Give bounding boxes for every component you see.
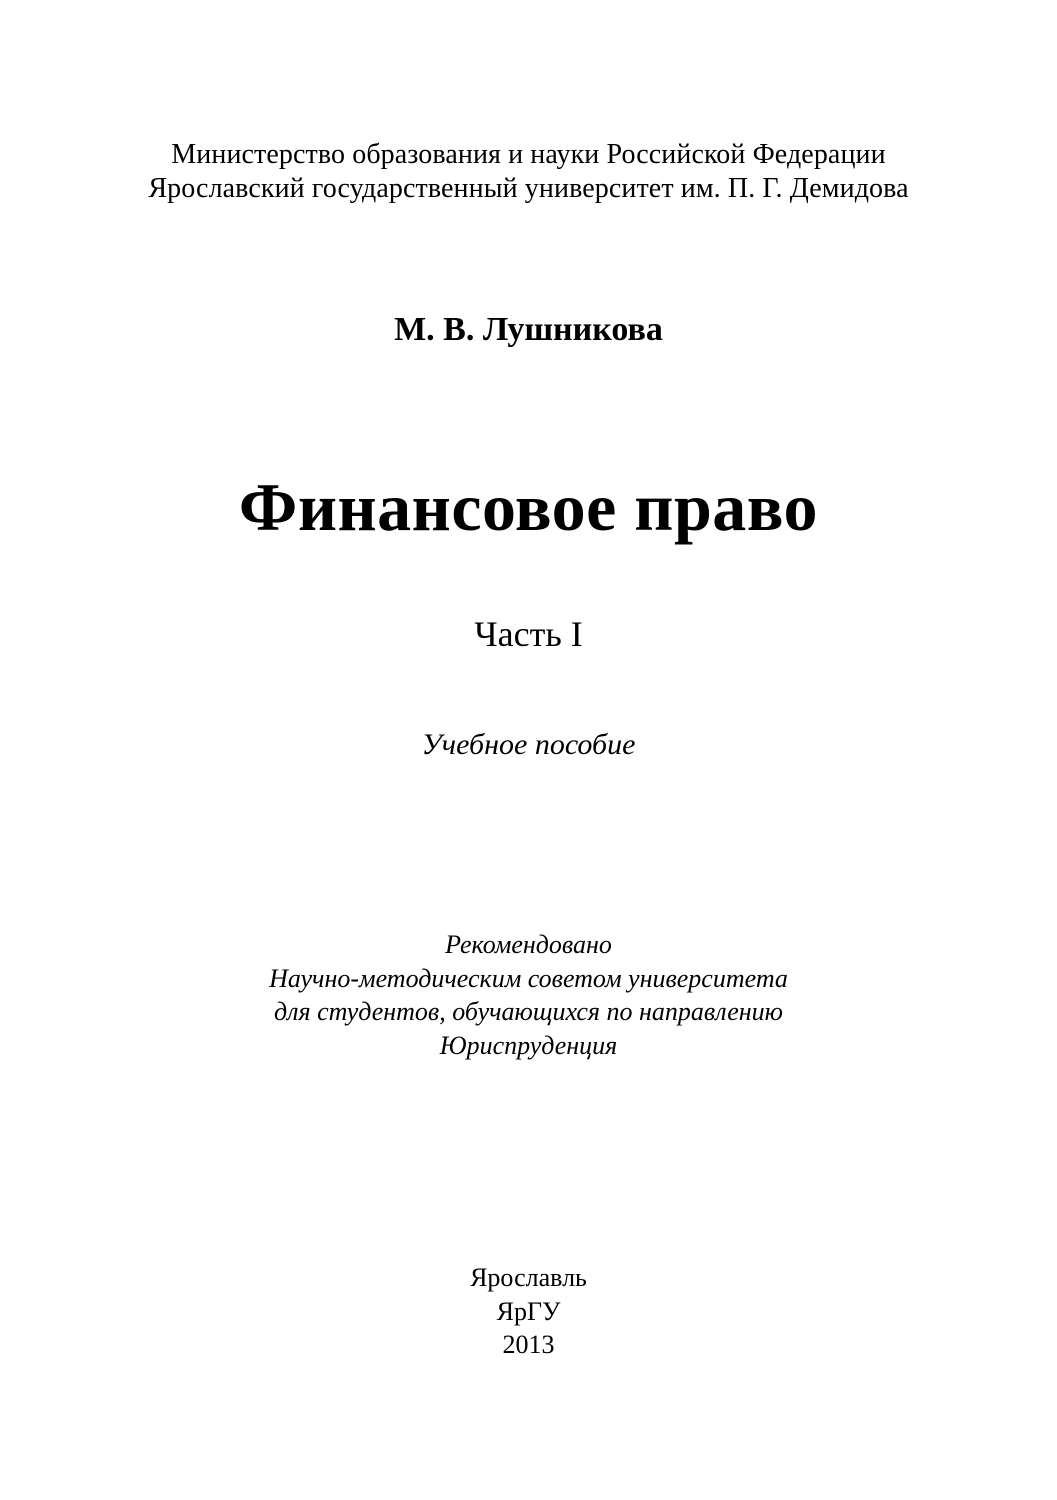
university-line: Ярославский государственный университет им. П. Г. Демидова xyxy=(148,173,909,204)
book-title: Финансовое право xyxy=(238,469,819,545)
recommendation-line: Рекомендовано xyxy=(445,930,612,959)
imprint-year: 2013 xyxy=(502,1330,555,1359)
author-name: М. В. Лушникова xyxy=(394,311,663,348)
recommendation-line: Юриспруденция xyxy=(439,1031,618,1060)
imprint-publisher: ЯрГУ xyxy=(496,1297,561,1326)
imprint-city: Ярославль xyxy=(470,1263,587,1292)
document-type: Учебное пособие xyxy=(421,728,636,761)
recommendation-line: Научно-методическим советом университета xyxy=(269,964,788,993)
recommendation-line: для студентов, обучающихся по направлению xyxy=(274,997,783,1026)
ministry-line: Министерство образования и науки Российской Федерации xyxy=(171,139,886,170)
part-label: Часть I xyxy=(474,614,583,654)
